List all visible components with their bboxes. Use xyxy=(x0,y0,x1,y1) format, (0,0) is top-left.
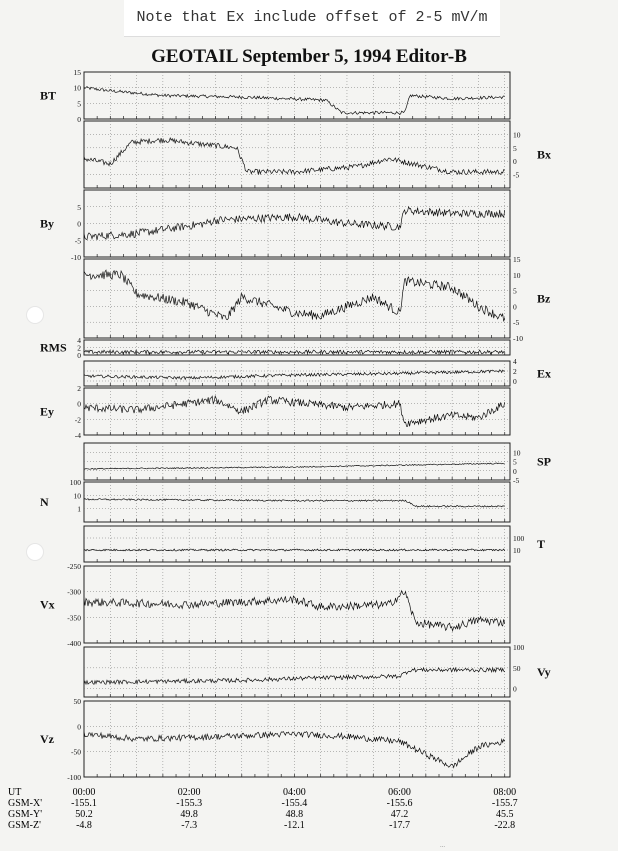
y-tick-label-sp: 5 xyxy=(513,457,517,467)
y-tick-label-ex: 4 xyxy=(513,357,517,366)
series-line-n xyxy=(84,499,505,508)
panel-label-bt: BT xyxy=(40,88,57,103)
chart-title: GEOTAIL September 5, 1994 Editor-B xyxy=(151,46,467,67)
y-tick-label-ex: 0 xyxy=(513,377,517,386)
panel-frame-bz xyxy=(84,259,510,338)
y-tick-label-t: 10 xyxy=(513,546,521,555)
series-line-sp xyxy=(84,463,505,469)
footer-value: 48.8 xyxy=(285,809,304,820)
footer-value: 00:00 xyxy=(72,787,96,798)
footer-row-label: GSM-X' xyxy=(8,798,43,809)
y-tick-label-bz: -10 xyxy=(513,334,523,343)
panel-frame-t xyxy=(84,526,510,562)
footer-value: 45.5 xyxy=(495,809,514,820)
panel-frame-vx xyxy=(84,566,510,643)
y-tick-label-n: 1 xyxy=(77,504,81,514)
panel-frame-vy xyxy=(84,647,510,697)
y-tick-label-ey: -4 xyxy=(74,431,81,440)
y-tick-label-vz: 50 xyxy=(73,697,81,706)
footer-value: -155.4 xyxy=(281,798,308,809)
footer-value: 08:00 xyxy=(493,787,517,798)
y-tick-label-by: 0 xyxy=(77,219,81,229)
panel-label-t: T xyxy=(537,537,546,551)
y-tick-label-rms: 2 xyxy=(77,343,81,353)
y-tick-label-sp: -5 xyxy=(513,476,520,485)
panel-frame-vz xyxy=(84,701,510,777)
y-tick-label-vx: -250 xyxy=(67,562,81,571)
y-tick-label-ey: 0 xyxy=(77,399,81,409)
footer-value: -155.3 xyxy=(176,798,203,809)
footer-row xyxy=(0,798,618,809)
series-line-vy xyxy=(84,668,505,685)
note-box: Note that Ex include offset of 2-5 mV/m xyxy=(124,0,500,37)
y-tick-label-vx: -350 xyxy=(67,613,81,623)
footer-row-label: GSM-Y' xyxy=(8,809,43,820)
footer-value: -155.1 xyxy=(71,798,97,809)
print-stamp: ... xyxy=(440,843,446,849)
y-tick-label-rms: 0 xyxy=(77,351,81,360)
y-tick-label-n: 100 xyxy=(69,478,81,487)
y-tick-label-sp: 0 xyxy=(513,466,517,476)
footer-value: -7.3 xyxy=(181,820,198,831)
y-tick-label-ey: 2 xyxy=(77,384,81,393)
footer-value: 06:00 xyxy=(388,787,411,798)
y-tick-label-vz: -100 xyxy=(67,773,81,782)
y-tick-label-vy: 0 xyxy=(513,684,517,694)
y-tick-label-bz: 5 xyxy=(513,286,517,296)
footer-row xyxy=(0,820,618,831)
y-tick-label-vx: -300 xyxy=(67,587,81,597)
panel-label-n: N xyxy=(40,495,49,509)
y-tick-label-bx: 10 xyxy=(513,130,521,140)
y-tick-label-t: 100 xyxy=(513,534,525,543)
panel-label-bz: Bz xyxy=(537,291,551,306)
panel-label-bx: Bx xyxy=(537,147,552,162)
series-line-vx xyxy=(84,591,505,631)
footer-value: -155.7 xyxy=(491,798,518,809)
footer-value: -17.7 xyxy=(389,820,410,831)
panel-label-sp: SP xyxy=(537,454,552,469)
y-tick-label-n: 10 xyxy=(73,491,81,501)
footer-value: -4.8 xyxy=(76,820,92,831)
panel-frame-bx xyxy=(84,121,510,188)
y-tick-label-ey: -2 xyxy=(74,415,81,425)
footer-value: 04:00 xyxy=(282,787,306,798)
y-tick-label-vx: -400 xyxy=(67,639,81,648)
y-tick-label-bz: -5 xyxy=(513,318,520,328)
y-tick-label-bz: 10 xyxy=(513,270,521,280)
y-tick-label-rms: 4 xyxy=(77,336,81,345)
panel-label-vy: Vy xyxy=(537,665,551,679)
y-tick-label-bx: -5 xyxy=(513,170,520,180)
panel-label-vx: Vx xyxy=(40,597,55,612)
y-tick-label-bz: 15 xyxy=(513,255,521,264)
panel-frame-ex xyxy=(84,361,510,386)
y-tick-label-bt: 10 xyxy=(73,83,81,93)
panel-label-by: By xyxy=(40,216,55,231)
footer-value: 02:00 xyxy=(177,787,201,798)
orbit-footer xyxy=(0,780,618,840)
panel-frame-ey xyxy=(84,388,510,435)
y-tick-label-vz: -50 xyxy=(71,747,81,757)
panel-frame-bt xyxy=(84,72,510,119)
footer-value: -22.8 xyxy=(494,820,516,831)
footer-row xyxy=(0,809,618,820)
panel-label-ey: Ey xyxy=(40,404,55,419)
y-tick-label-bz: 0 xyxy=(513,302,517,312)
footer-row-label: GSM-Z' xyxy=(8,820,41,831)
footer-value: 49.8 xyxy=(180,809,198,820)
footer-value: 47.2 xyxy=(390,809,409,820)
panel-label-vz: Vz xyxy=(40,732,54,746)
y-tick-label-by: -5 xyxy=(74,236,81,246)
y-tick-label-bx: 0 xyxy=(513,157,517,167)
panel-label-ex: Ex xyxy=(537,366,552,381)
y-tick-label-bx: 5 xyxy=(513,143,517,153)
footer-value: -12.1 xyxy=(283,820,305,831)
y-tick-label-sp: 10 xyxy=(513,448,521,458)
y-tick-label-vy: 50 xyxy=(513,663,521,673)
footer-value: 50.2 xyxy=(75,809,93,820)
y-tick-label-bt: 0 xyxy=(77,115,81,124)
y-tick-label-vz: 0 xyxy=(77,722,81,732)
panel-frame-n xyxy=(84,482,510,522)
panel-label-rms: RMS xyxy=(40,340,67,355)
footer-value: -155.6 xyxy=(386,798,413,809)
y-tick-label-by: 5 xyxy=(77,202,81,212)
y-tick-label-bt: 15 xyxy=(73,68,81,77)
footer-row xyxy=(0,787,618,798)
footer-row-label: UT xyxy=(8,787,22,798)
y-tick-label-vy: 100 xyxy=(513,643,525,652)
y-tick-label-ex: 2 xyxy=(513,367,517,376)
y-tick-label-bt: 5 xyxy=(77,99,81,109)
y-tick-label-by: -10 xyxy=(71,253,81,262)
